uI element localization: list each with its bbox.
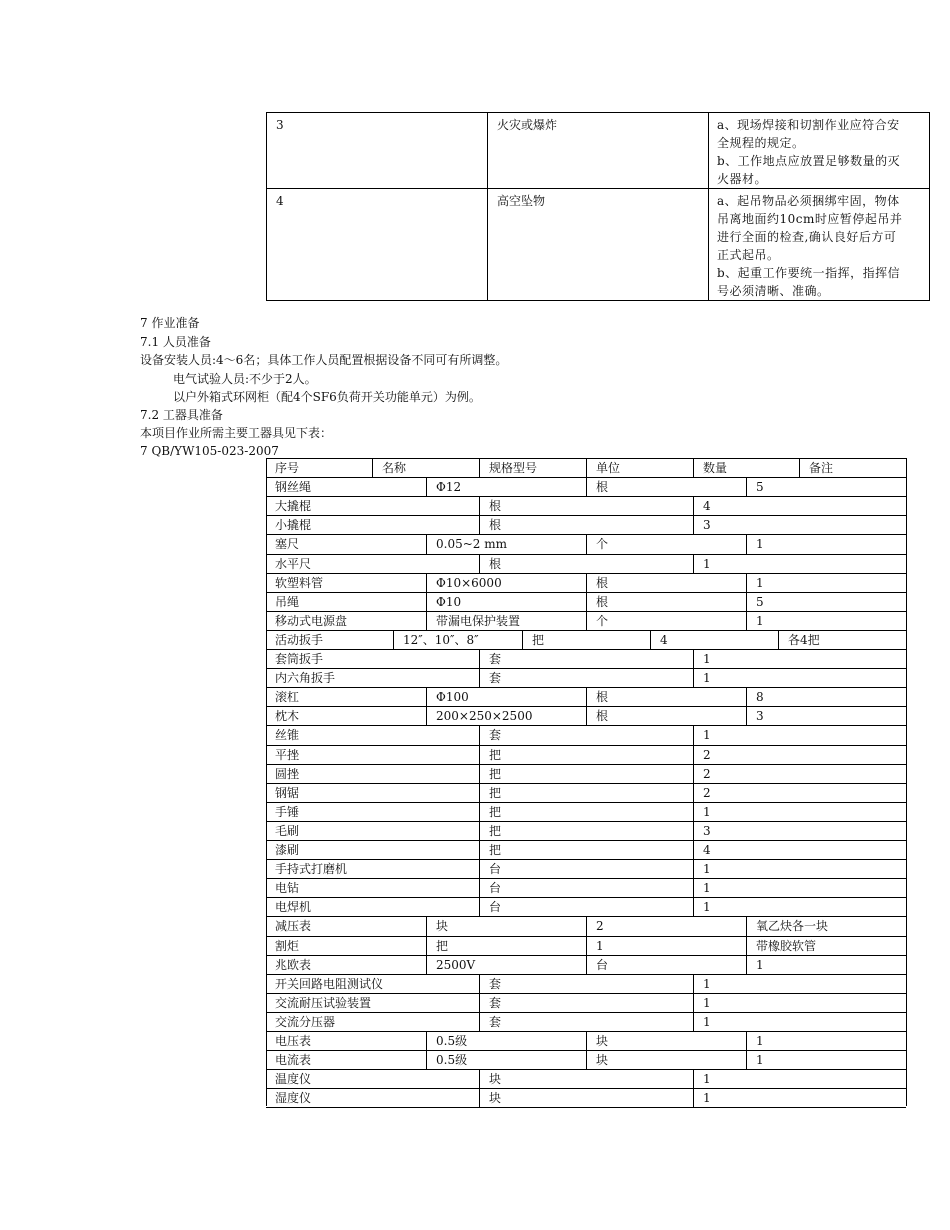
table-cell: 1	[756, 957, 764, 972]
table-row	[266, 573, 906, 592]
table-cell: 0.5级	[427, 1032, 587, 1050]
measure-line: 进行全面的检查,确认良好后方可	[717, 230, 897, 244]
table-row	[266, 1088, 906, 1108]
tools-table	[266, 458, 907, 1106]
table-cell: 1	[703, 881, 711, 896]
measure-line: b、工作地点应放置足够数量的灭	[717, 154, 901, 168]
table-cell: 1	[587, 937, 747, 955]
measure-line: 火器材。	[717, 172, 768, 186]
table-cell: 把	[480, 841, 694, 859]
table-cell: 12″、10″、8″	[394, 631, 523, 649]
table-cell: 块	[427, 917, 587, 935]
document-number: 7 QB/YW105-023-2007	[140, 444, 279, 458]
table-row	[266, 725, 906, 744]
table-cell: 把	[427, 937, 587, 955]
table-cell: 把	[480, 746, 694, 764]
table-cell: 根	[587, 478, 747, 496]
table-cell: 内六角扳手	[266, 669, 480, 687]
table-cell: 根	[587, 688, 747, 706]
table-cell: Φ10×6000	[427, 574, 587, 592]
table-cell: 200×250×2500	[427, 707, 587, 725]
header-cell: 序号	[266, 459, 373, 477]
table-cell: 漆刷	[266, 841, 480, 859]
table-cell: 0.05~2 mm	[427, 535, 587, 553]
table-row	[266, 916, 906, 935]
table-cell: Φ100	[427, 688, 587, 706]
header-cell: 单位	[587, 459, 694, 477]
table-row	[266, 1031, 906, 1050]
table-row	[266, 993, 906, 1012]
table-cell: 把	[523, 631, 651, 649]
table-cell: 1	[703, 976, 711, 991]
table-cell: 湿度仪	[266, 1089, 480, 1107]
table-row	[266, 687, 906, 706]
header-cell: 备注	[809, 461, 834, 475]
header-cell: 规格型号	[480, 459, 587, 477]
table-cell: 套	[480, 726, 694, 744]
table-cell: 1	[703, 995, 711, 1010]
table-row	[266, 611, 906, 630]
table-cell: 电焊机	[266, 898, 480, 916]
table-cell: 1	[703, 1014, 711, 1029]
table-cell: 1	[703, 804, 711, 819]
table-cell: 2	[587, 917, 747, 935]
table-cell: 钢丝绳	[266, 478, 427, 496]
table-cell: 根	[587, 574, 747, 592]
risk-measures	[709, 113, 930, 189]
table-cell: 套	[480, 1013, 694, 1031]
table-row	[266, 477, 906, 496]
table-row	[266, 534, 906, 553]
measure-line: 正式起吊。	[717, 248, 780, 262]
table-cell: 根	[587, 593, 747, 611]
table-cell: 0.5级	[427, 1051, 587, 1069]
table-cell: 3	[756, 709, 764, 724]
table-cell: 块	[587, 1051, 747, 1069]
table-row	[266, 496, 906, 515]
table-row	[266, 878, 906, 897]
table-cell: 3	[703, 823, 711, 838]
table-row	[266, 840, 906, 859]
table-row	[266, 821, 906, 840]
table-cell: 台	[587, 956, 747, 974]
table-cell: 把	[480, 822, 694, 840]
table-cell: 1	[703, 671, 711, 686]
table-cell: 2	[703, 785, 711, 800]
table-cell: 1	[703, 1091, 711, 1106]
measure-line: 全规程的规定。	[717, 136, 805, 150]
table-row	[266, 897, 906, 916]
table-cell: 手持式打磨机	[266, 860, 480, 878]
table-cell: 个	[587, 535, 747, 553]
table-cell: 大撬棍	[266, 497, 480, 515]
table-cell: 套	[480, 994, 694, 1012]
table-row	[266, 515, 906, 534]
table-cell: 5	[756, 594, 764, 609]
paragraph: 电气试验人员:不少于2人。	[173, 372, 317, 386]
risk-hazard: 高空坠物	[488, 189, 709, 301]
table-row	[266, 706, 906, 725]
paragraph: 本项目作业所需主要工器具见下表：	[140, 426, 333, 440]
table-cell: 套	[480, 669, 694, 687]
risk-measures	[709, 189, 930, 301]
table-cell: 台	[480, 860, 694, 878]
table-cell: 吊绳	[266, 593, 427, 611]
table-cell: 5	[756, 480, 764, 495]
table-cell: 割炬	[266, 937, 427, 955]
table-row	[266, 630, 906, 649]
header-cell: 名称	[373, 459, 480, 477]
risk-table	[266, 112, 930, 301]
table-cell: 枕木	[266, 707, 427, 725]
measure-line: 号必须清晰、准确。	[717, 284, 830, 298]
table-cell: 滚杠	[266, 688, 427, 706]
subsection-heading: 7.2 工器具准备	[140, 408, 223, 422]
table-row	[266, 1069, 906, 1088]
header-cell: 数量	[694, 459, 800, 477]
table-cell: 根	[480, 555, 694, 573]
risk-row	[267, 113, 930, 189]
paragraph: 以户外箱式环网柜（配4个SF6负荷开关功能单元）为例。	[173, 390, 481, 404]
table-cell: 1	[756, 1034, 764, 1048]
table-cell: 电流表	[266, 1051, 427, 1069]
table-cell: 氧乙炔各一块	[756, 919, 829, 934]
table-cell: 把	[480, 784, 694, 802]
table-row	[266, 668, 906, 687]
table-cell: 根	[587, 707, 747, 725]
table-cell: 1	[703, 900, 711, 915]
measure-line: b、起重工作要统一指挥，指挥信	[717, 266, 901, 280]
table-cell: 把	[480, 765, 694, 783]
table-cell: 套	[480, 975, 694, 993]
table-cell: 手锤	[266, 803, 480, 821]
table-cell: 台	[480, 898, 694, 916]
table-cell: 8	[756, 690, 764, 705]
table-cell: 平挫	[266, 746, 480, 764]
table-cell: 移动式电源盘	[266, 612, 427, 630]
table-cell: 4	[703, 499, 711, 514]
risk-row	[267, 189, 930, 301]
paragraph: 设备安装人员:4～6名；具体工作人员配置根据设备不同可有所调整。	[140, 353, 508, 367]
table-cell: 1	[756, 537, 764, 552]
table-cell: 电压表	[266, 1032, 427, 1050]
table-row	[266, 802, 906, 821]
table-cell: 个	[587, 612, 747, 630]
table-cell: 1	[756, 575, 764, 590]
table-row	[266, 554, 906, 573]
section-heading: 7 作业准备	[140, 316, 200, 330]
table-row	[266, 1050, 906, 1069]
risk-no: 3	[267, 113, 488, 189]
table-cell: 块	[587, 1032, 747, 1050]
table-cell: 1	[703, 862, 711, 877]
table-row	[266, 955, 906, 974]
table-border	[906, 458, 907, 1106]
table-cell: 带漏电保护装置	[427, 612, 587, 630]
table-cell: 台	[480, 879, 694, 897]
table-cell: 2	[703, 766, 711, 781]
table-cell: 2	[703, 747, 711, 762]
table-row	[266, 1012, 906, 1031]
table-cell: Φ12	[427, 478, 587, 496]
table-cell: 根	[480, 516, 694, 534]
table-row	[266, 783, 906, 802]
table-cell: 1	[756, 613, 764, 628]
table-cell: 块	[480, 1089, 694, 1107]
table-row	[266, 764, 906, 783]
table-row	[266, 974, 906, 993]
table-cell: 温度仪	[266, 1070, 480, 1088]
table-cell: 圆挫	[266, 765, 480, 783]
table-cell: 块	[480, 1070, 694, 1088]
table-cell: 开关回路电阻测试仪	[266, 975, 480, 993]
table-cell: 4	[651, 631, 779, 649]
table-cell: 活动扳手	[266, 631, 394, 649]
table-row	[266, 745, 906, 764]
table-cell: 2500V	[427, 956, 587, 974]
subsection-heading: 7.1 人员准备	[140, 335, 211, 349]
table-cell: 1	[703, 556, 711, 571]
table-cell: 根	[480, 497, 694, 515]
measure-line: 吊离地面约10cm时应暂停起吊并	[717, 212, 903, 226]
table-cell: 电钻	[266, 879, 480, 897]
table-cell: 塞尺	[266, 535, 427, 553]
table-cell: 3	[703, 518, 711, 533]
table-cell: 钢锯	[266, 784, 480, 802]
table-cell: 交流耐压试验装置	[266, 994, 480, 1012]
table-row	[266, 592, 906, 611]
table-cell: 把	[480, 803, 694, 821]
table-row	[266, 859, 906, 878]
table-cell: 丝锥	[266, 726, 480, 744]
measure-line: a、起吊物品必须捆绑牢固，物体	[717, 194, 900, 208]
table-cell: 兆欧表	[266, 956, 427, 974]
measure-line: a、现场焊接和切割作业应符合安	[717, 118, 900, 132]
table-cell: 带橡胶软管	[756, 938, 817, 953]
table-cell: 软塑料管	[266, 574, 427, 592]
table-cell: 套筒扳手	[266, 650, 480, 668]
table-cell: 水平尺	[266, 555, 480, 573]
table-header-row	[266, 458, 906, 477]
table-cell: 1	[703, 1072, 711, 1087]
table-cell: 套	[480, 650, 694, 668]
table-row	[266, 649, 906, 668]
table-cell: 1	[756, 1053, 764, 1068]
table-cell: 1	[703, 652, 711, 666]
table-cell: Φ10	[427, 593, 587, 611]
risk-hazard: 火灾或爆炸	[488, 113, 709, 189]
table-cell: 交流分压器	[266, 1013, 480, 1031]
table-cell: 毛刷	[266, 822, 480, 840]
table-cell: 小撬棍	[266, 516, 480, 534]
table-cell: 各4把	[788, 632, 820, 647]
table-cell: 4	[703, 843, 711, 857]
table-row	[266, 936, 906, 955]
table-cell: 减压表	[266, 917, 427, 935]
risk-no: 4	[267, 189, 488, 301]
table-cell: 1	[703, 728, 711, 743]
